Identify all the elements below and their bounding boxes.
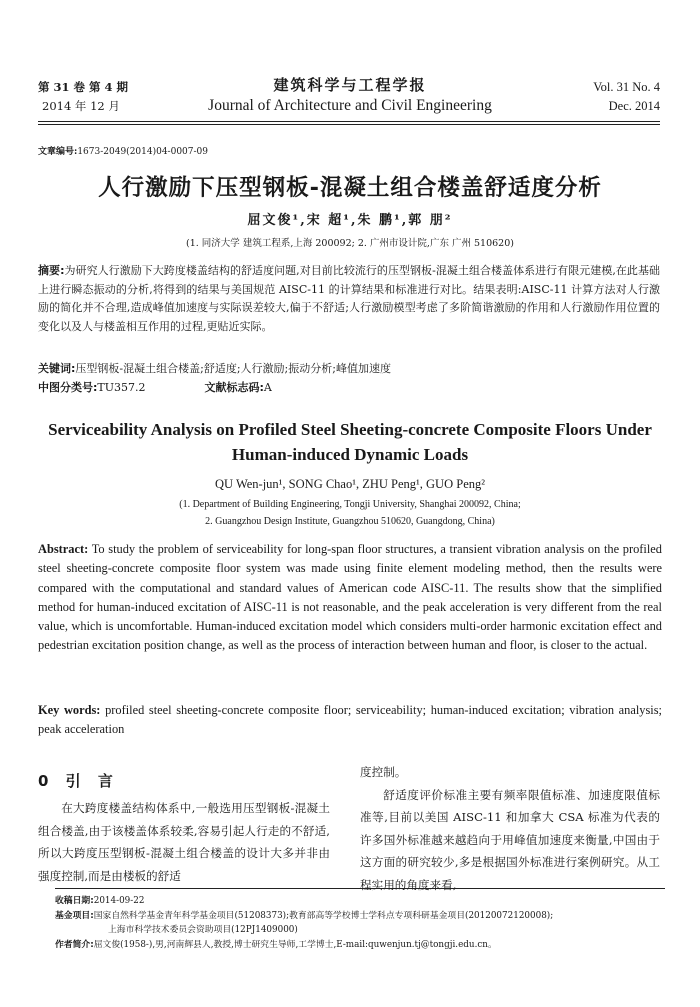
header-rule-thin [38,124,660,125]
affiliation-en-1: (1. Department of Building Engineering, Tongji University, Shanghai 200092, China; [179,499,521,510]
abstract-cn-text: 为研究人行激励下大跨度楼盖结构的舒适度问题,对目前比较流行的压型钢板-混凝土组合楼盖体系进行有限元建模,在此基础上进行瞬态振动的分析,将得到的结果与美国规范 AISC-11 的计算结果和标准进行对比。结果表明:AISC-11 计算方法对人行激励的简化并不合理,造成峰值加速度与实际误差较大,偏于不舒适;人行激励模型考虑了多阶简谐激励的作用和人行激励作用位置的变化以及人与楼盖相互作用的过程,更贴近实际。 [38,264,660,333]
volume-cn: 第 31 卷 第 4 期 [38,80,129,94]
journal-title-en: Journal of Architecture and Civil Engineering [208,97,492,114]
journal-title-cn: 建筑科学与工程学报 [273,76,427,94]
abstract-en-text: To study the problem of serviceability for long-span floor structures, a transient vibration analysis on the profiled steel sheeting-concrete composite floor system was made using finite element modeling method, then the results were compared with the computational and standard values of American code AISC-11. The results show that the simplified method for human-induced excitation of AISC-11 is not reasonable, and the peak acceleration is very different from the real value, which is uncomfortable. Human-induced excitation model which considers multi-order harmonic excitation effect and pedestrian excitation position change, as well as the process of interaction between human and floor, is closer to the actual. [38,542,662,653]
abstract-en-label: Abstract: [38,542,89,556]
article-number-label: 文章编号: [38,147,78,157]
author-label: 作者简介: [55,939,94,950]
keywords-en [38,701,662,740]
paper-title-en: Serviceability Analysis on Profiled Steel Sheeting-concrete Composite Floors Under Human-induced Dynamic Loads [48,420,652,464]
date-en: Dec. 2014 [608,99,660,113]
fund-label: 基金项目: [55,910,94,921]
abstract-cn [38,262,660,336]
doc-code-label: 文献标志码: [204,381,264,394]
received-date: 2014-09-22 [93,896,145,906]
footnotes [55,894,665,952]
keywords-en-label: Key words: [38,703,101,717]
article-number-value: 1673-2049(2014)04-0007-09 [77,147,208,157]
body-right-continuation: 度控制。 [360,765,407,779]
footnote-rule [55,888,665,889]
fund-text-2: 上海市科学技术委员会资助项目(12PJ1409000) [108,925,298,936]
footnote-fund-cont [55,923,665,938]
abstract-cn-label: 摘要: [38,264,65,277]
clc-label: 中图分类号: [38,381,98,394]
body-right-column [360,761,660,896]
keywords-cn-text: 压型钢板-混凝土组合楼盖;舒适度;人行激励;振动分析;峰值加速度 [75,362,391,375]
body-left-column [38,797,330,887]
affiliation-en-2: 2. Guangzhou Design Institute, Guangzhou 510620, Guangdong, China) [205,516,495,527]
doc-code-value: A [263,381,272,394]
header-rule [38,121,660,122]
authors-cn: 屈文俊¹,宋 超¹,朱 鹏¹,郭 朋² [247,213,453,228]
date-cn: 2014 年 12 月 [42,99,120,113]
body-left-paragraph: 在大跨度楼盖结构体系中,一般选用压型钢板-混凝土组合楼盖,由于该楼盖体系较柔,容易引起人行走的不舒适,所以大跨度压型钢板-混凝土组合楼盖的设计大多并非由强度控制,而是由楼板的舒适 [38,801,330,883]
footnote-received [55,894,665,909]
article-number [38,144,208,157]
classification-line [38,379,660,398]
journal-name [170,74,530,116]
affiliation-cn: (1. 同济大学 建筑工程系,上海 200092; 2. 广州市设计院,广东 广州 510620) [186,238,514,249]
footnote-author [55,938,665,953]
clc-value: TU357.2 [97,381,146,394]
body-right-paragraph: 舒适度评价标准主要有频率限值标准、加速度限值标准等,目前以美国 AISC-11 和加拿大 CSA 标准为代表的许多国外标准越来越趋向于用峰值加速度来衡量,中国由于这方面的研究较少,多是根据国外标准进行案例研究。从工程实用的角度来看, [360,787,660,892]
keywords-cn-label: 关键词: [38,362,76,375]
volume-en: Vol. 31 No. 4 [593,80,660,94]
abstract-en [38,540,662,656]
keywords-en-text: profiled steel sheeting-concrete composite floor; serviceability; human-induced excitation; vibration analysis; peak acceleration [38,703,662,737]
received-label: 收稿日期: [55,896,94,906]
footnote-fund [55,909,665,924]
authors-en: QU Wen-jun¹, SONG Chao¹, ZHU Peng¹, GUO Peng² [215,477,485,491]
issue-info-cn [38,78,128,116]
fund-text-1: 国家自然科学基金青年科学基金项目(51208373);教育部高等学校博士学科点专项科研基金项目(20120072120008); [93,910,554,921]
paper-title-cn: 人行激励下压型钢板-混凝土组合楼盖舒适度分析 [98,175,602,201]
section-heading: 0 引 言 [38,772,119,790]
keywords-cn [38,360,660,379]
issue-info-en [593,78,660,116]
author-bio: 屈文俊(1958-),男,河南辉县人,教授,博士研究生导师,工学博士,E-mail:quwenjun.tj@tongji.edu.cn。 [93,939,497,950]
